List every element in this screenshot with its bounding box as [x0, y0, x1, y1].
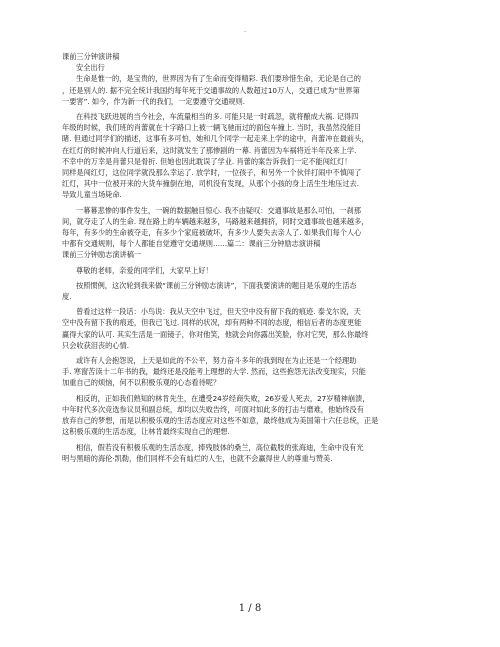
document-title: 课前三分钟演讲稿: [62, 52, 120, 61]
speech1-title: 安全出行: [76, 63, 105, 73]
text-line: 或许有人会抱怨说，上天是如此的不公平，努力奋斗多年的我到现在为止还是一个经理助: [76, 356, 357, 366]
text-line: 年级的时候，我们班的肖蕾就在十字路口上被一辆飞驰而过的面包车撞上. 当时，我虽然没能目: [62, 123, 362, 133]
paragraph-5: [62, 306, 462, 351]
text-line: 中年时代多次竞选参议员和副总统，却均以失败告终，可面对如此多的打击与磨难，他始终没有: [62, 404, 364, 414]
text-line: ，还是别人的. 据不完全统计我国约每年死于交通事故的人数超过10万人，交通已成为“世界第: [62, 85, 360, 95]
text-line: 间，就夺走了人的生命. 现在路上的车辆越来越多，马路越来越拥挤，同时交通事故也越来越多，: [62, 216, 369, 226]
paragraph-7: [62, 393, 462, 438]
text-line: 中都有交通规则，每个人都能自觉遵守交通规则.…..篇二：课前三分钟励志演讲稿: [62, 239, 321, 249]
text-line: 这积极乐观的生活态度，让林肯最终实现自己的理想.: [62, 427, 230, 437]
text-line: 放弃自己的梦想，而是以积极乐观的生活态度应对这些不如意，最终他成为美国第十六任总统，正是: [62, 416, 379, 426]
text-line: 睹. 但通过同学们的描述，这事有多可怕，她和几个同学一起走来上学的途中，肖蕾冲在最前头，: [62, 134, 369, 144]
text-line: 度.: [62, 292, 72, 302]
text-line: 不幸中的万幸是肖蕾只是骨折. 但她也因此耽误了学业. 肖蕾的案告诉我们一定不能闯红灯！: [62, 156, 352, 166]
text-line: 导致儿童当场毙命.: [62, 190, 122, 200]
page-number: 1 / 8: [238, 603, 262, 614]
text-line: 红灯，其中一位被开来的大货车撞倒在地，司机没有发现，从那个小孩的身上活生生地压过去.: [62, 179, 359, 189]
speech2-title: 课前三分钟励志演讲稿一: [62, 250, 142, 260]
greeting: 尊敬的老师，亲爱的同学们，大家早上好！: [76, 265, 213, 275]
text-line: 明与黑暗的海伦·凯勒，他们同样不会有灿烂的人生，也就不会赢得世人的尊重与赞美.: [62, 453, 333, 463]
paragraph-6: [62, 355, 462, 389]
text-line: 只会收获泪丧的心情.: [62, 340, 129, 350]
text-line: 一幕幕悲惨的事件发生，一碗的数据触目惊心. 我不由疑叹：交通事故是那么可怕，一刹那: [76, 205, 361, 215]
paragraph-2: [62, 111, 462, 201]
text-line: 一要害”. 如今，作为新一代的我们，一定要遵守交通规则.: [62, 96, 246, 106]
top-mark: -: [244, 28, 247, 35]
text-line: 相反的，正如我们熟知的林肯先生，在遭受24岁经商失败，26岁爱人死去，27岁精神崩溃，: [76, 393, 370, 403]
paragraph-8: [62, 442, 462, 464]
text-line: 生命是惟一的，是宝贵的，世界因为有了生命而变得精彩. 我们要珍惜生命，无论是自己的: [76, 74, 361, 84]
text-line: 相信，假若没有积极乐观的生活态度，捧残肢体的桑兰，高位截肢的张海迪，生命中没有光: [76, 442, 364, 452]
text-line: 在红灯的时候冲向人行道后来，这时就发生了那惨剧的一幕. 肖蕾因为车祸将近半年没来上学.: [62, 145, 357, 155]
text-line: 按照惯例，这次轮到我来做“课前三分钟励志演讲”，下面我要演讲的题目是乐观的生活态: [76, 280, 357, 290]
text-line: 手. 寒窗苦读十二年书的我，最终还是没能考上理想的大学. 然而，这些抱怨无法改变现实，只能: [62, 367, 366, 377]
text-line: 每年，有多少的生命被夺走，有多少个家庭被破坏，有多少人要失去亲人了. 如果我们每个人心: [62, 228, 362, 238]
text-line: 空中没有留下我的痕迹，但我已飞过. 同样的状况，却有两种不同的态度，相信后者的态度更能: [62, 318, 362, 328]
document-content: [62, 51, 462, 464]
paragraph-3: [62, 205, 462, 250]
text-line: 在科技飞跃进展的当今社会，车流量相当的多. 可能只是一时疏忽，就将酿成大祸. 记得四: [76, 112, 359, 122]
text-line: 曾看过这样一段话：小鸟说：我从天空中飞过，但天空中没有留下我的痕迹. 泰戈尔说，天: [76, 307, 361, 317]
text-line: 加重自己的烦恼，何不以积极乐观的心态看待呢？: [62, 378, 221, 388]
text-line: 赢得大家的认可. 其实生活是一面镜子，你对他笑，他就会向你露出笑脸，你对它哭，那么你最终: [62, 329, 369, 339]
paragraph-1: [62, 73, 462, 107]
text-line: 同样是闯红灯，这位同学就没那么幸运了. 放学时，一位孩子，和另外一个伙伴打闹中不慎闯了: [62, 168, 362, 178]
paragraph-4: [62, 280, 462, 302]
